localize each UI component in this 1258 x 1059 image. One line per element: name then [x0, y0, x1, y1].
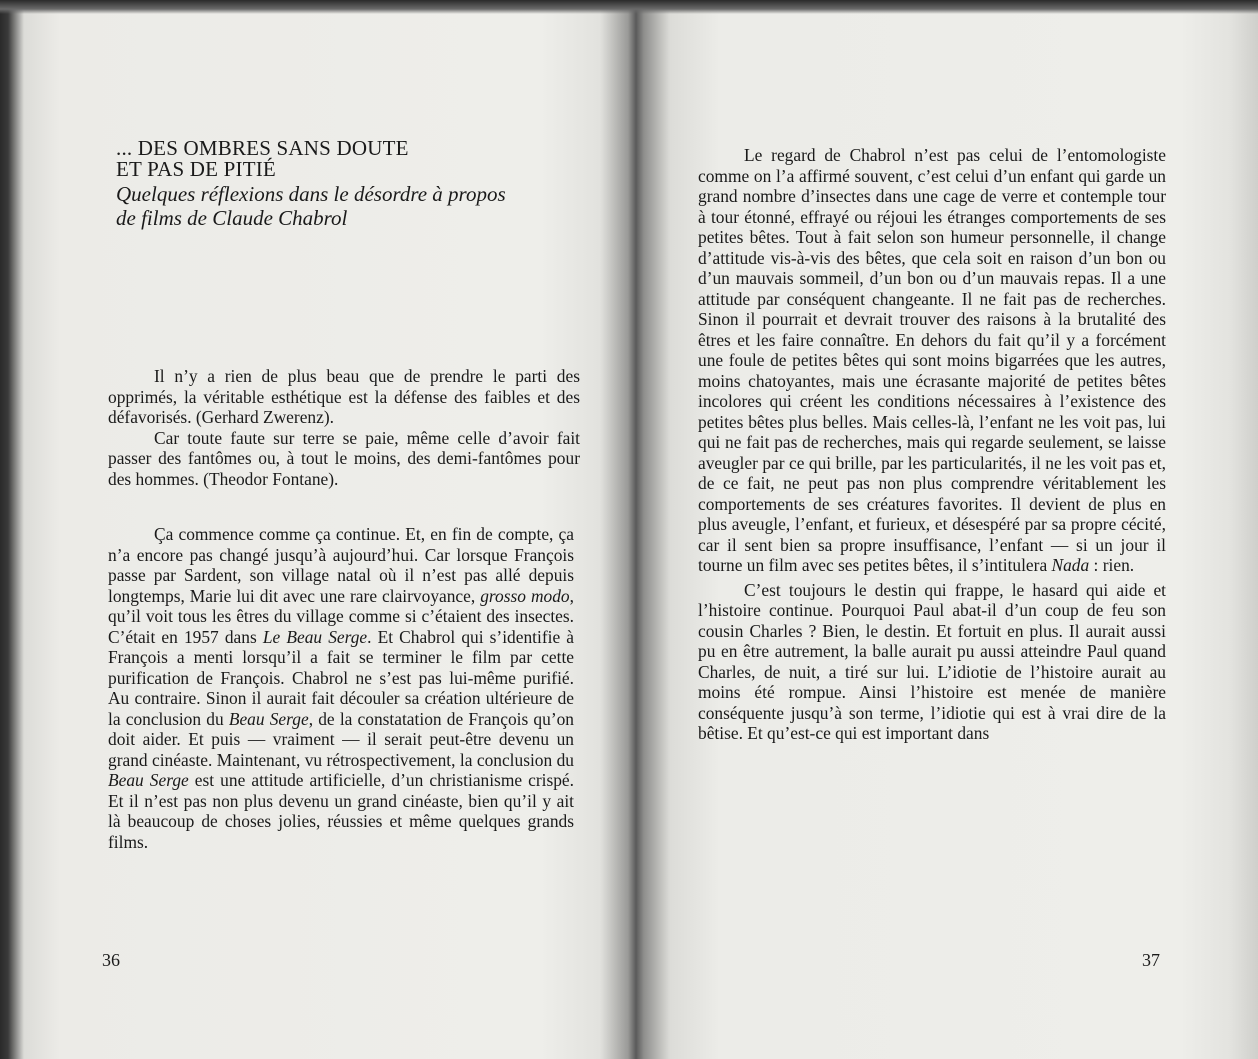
- epigraph-zwerenz: Il n’y a rien de plus beau que de prendre le parti des opprimés, la véritable esthétique est la défense des faibles et des défavorisés. (Gerhard Zwerenz).: [108, 366, 580, 427]
- chapter-title-line-1: ... DES OMBRES SANS DOUTE: [116, 136, 409, 160]
- epigraph-fontane: Car toute faute sur terre se paie, même celle d’avoir fait passer des fantômes ou, à tout le moins, des demi-fantômes pour des hommes. (Theodor Fontane).: [108, 427, 580, 489]
- right-page: [636, 0, 1258, 1059]
- film-title: Nada: [1051, 555, 1090, 575]
- film-title: Le Beau Serge: [262, 626, 368, 647]
- chapter-title-line-2: ET PAS DE PITIÉ: [116, 157, 276, 181]
- paragraph: Ça commence comme ça continue. Et, en fin de compte, ça n’a encore pas changé jusqu’à aujourd’hui. Car lorsque François passe par Sardent, son village natal où il n’est pas allé depuis longtemps, Marie lui dit avec une rare clairvoyance, grosso modo, qu’il voit tous les êtres du village comme si c’étaient des insectes. C’était en 1957 dans Le Beau Serge. Et Chabrol qui s’identifie à François a menti lorsqu’il a fait se terminer le film par cette purification de François. Chabrol ne s’est pas lui-même purifié. Au contraire. Sinon il aurait fait découler sa création ultérieure de la conclusion du Beau Serge, de la constatation de François qu’on doit aider. Et puis — vraiment — il serait peut-être devenu un grand cinéaste. Maintenant, vu rétrospectivement, la conclusion du Beau Serge est une attitude artificielle, d’un christianisme crispé. Et il n’est pas non plus devenu un grand cinéaste, bien qu’il y ait là beaucoup de choses jolies, réussies et même quelques grands films.: [108, 524, 575, 852]
- chapter-subtitle: [116, 182, 596, 230]
- page-number: 37: [1142, 950, 1160, 970]
- italic-phrase: grosso modo: [480, 585, 570, 606]
- film-title: Beau Serge: [228, 708, 309, 729]
- subtitle-line-1: Quelques réflexions dans le désordre à propos: [116, 182, 506, 206]
- film-title: Beau Serge: [108, 770, 189, 790]
- page-number: 36: [102, 950, 120, 970]
- subtitle-line-2: de films de Claude Chabrol: [116, 206, 348, 230]
- paragraph: C’est toujours le destin qui frappe, le hasard qui aide et l’histoire continue. Pourquoi Paul abat-il d’un coup de feu son cousin Charles ? Bien, le destin. Et fortuit en plus. Il aurait aussi pu en être autrement, la balle aurait pu aussi atteindre Paul quand Charles, de nuit, a tiré sur lui. L’idiotie de l’histoire aurait au moins été rompue. Ainsi l’histoire est menée de manière conséquente jusqu’à son terme, l’idiotie qui est à vrai dire de la bêtise. Et qu’est-ce qui est important dans: [698, 579, 1166, 743]
- paragraph: Le regard de Chabrol n’est pas celui de l’entomologiste comme on l’a affirmé souvent, c’est celui d’un enfant qui garde un grand nombre d’insectes dans une cage de verre et contemple tour à tour étonné, effrayé ou réjoui les étranges comportements de ses petites bêtes. Tout à fait selon son humeur personnelle, il change d’attitude vis-à-vis des bêtes, que cela soit en raison d’un bon ou d’un mauvais sommeil, d’un bon ou d’un mauvais repas. Il a une attitude par conséquent changeante. Il ne fait pas de recherches. Sinon il pourrait et devrait trouver des raisons à la brutalité des êtres et les faire connaître. En dehors du fait qu’il y a forcément une foule de petites bêtes qui sont moins bigarrées que les autres, moins chatoyantes, mais une écrasante majorité de petites bêtes incolores qui créent les conditions nécessaires à l’existence des petites bêtes plus belles. Mais celles-là, l’enfant ne les voit pas, lui qui ne fait pas de recherches, mais qui regarde seulement, se laisse aveugler par ce qui brille, par les particularités, il ne les voit pas et, de ce fait, ne peut pas non plus comprendre véritablement les comportements de ses créatures favorites. Il devient de plus en plus aveugle, l’enfant, et furieux, et désespéré par sa propre cécité, car il sent bien sa propre insuffisance, l’enfant — si un jour il tourne un film avec ses petites bêtes, il s’intitulera Nada : rien.: [698, 145, 1166, 575]
- body-text-right: [698, 145, 1166, 744]
- epigraphs: [108, 366, 580, 489]
- chapter-title: [116, 138, 596, 180]
- body-text-left: [108, 524, 574, 852]
